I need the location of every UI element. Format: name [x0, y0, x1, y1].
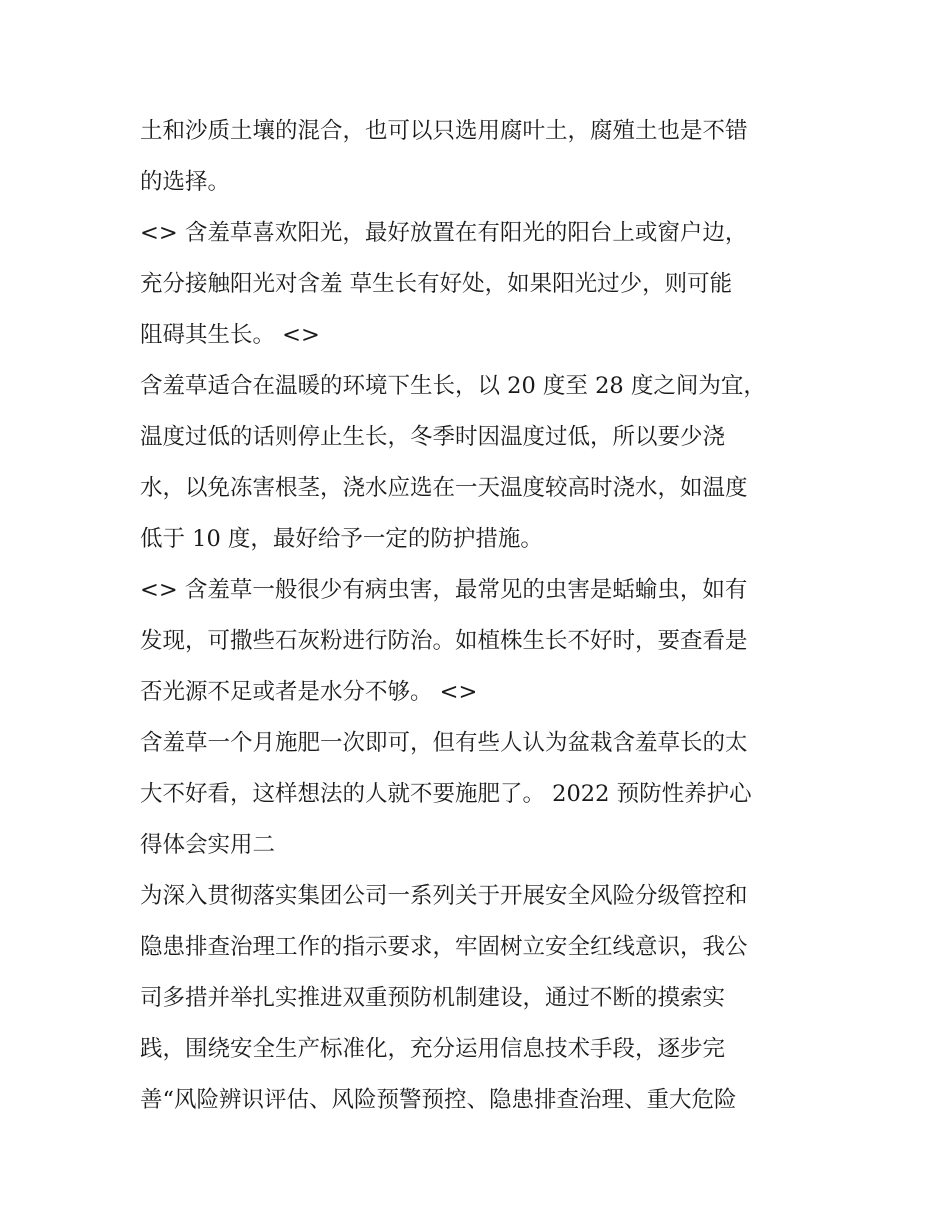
text-line: 的选择。 [140, 169, 231, 195]
text-line: 含羞草一个月施肥一次即可，但有些人认为盆栽含羞草长的太 [140, 730, 748, 756]
body-text [140, 106, 820, 1126]
text-line: 为深入贯彻落实集团公司一系列关于开展安全风险分级管控和 [140, 883, 748, 909]
text-line: <> 含羞草一般很少有病虫害，最常见的虫害是蛞蝓虫，如有 [140, 577, 748, 603]
text-line: 司多措并举扎实推进双重预防机制建设，通过不断的摸索实 [140, 985, 726, 1011]
text-line: <> 含羞草喜欢阳光，最好放置在有阳光的阳台上或窗户边， [140, 220, 748, 246]
text-line: 水，以免冻害根茎，浇水应选在一天温度较高时浇水，如温度 [140, 475, 748, 501]
text-line: 土和沙质土壤的混合，也可以只选用腐叶土，腐殖土也是不错 [140, 118, 748, 144]
text-line: 发现，可撒些石灰粉进行防治。如植株生长不好时，要查看是 [140, 628, 748, 654]
text-line: 低于 10 度，最好给予一定的防护措施。 [140, 526, 543, 552]
text-line: 温度过低的话则停止生长，冬季时因温度过低，所以要少浇 [140, 424, 726, 450]
text-line: 践，围绕安全生产标准化，充分运用信息技术手段，逐步完 [140, 1036, 726, 1062]
text-line: 善“风险辨识评估、风险预警预控、隐患排查治理、重大危险 [140, 1087, 737, 1113]
text-line: 充分接触阳光对含羞 草生长有好处，如果阳光过少，则可能 [140, 271, 733, 297]
text-line: 得体会实用二 [140, 832, 276, 858]
text-line: 隐患排查治理工作的指示要求，牢固树立安全红线意识，我公 [140, 934, 748, 960]
text-line: 含羞草适合在温暖的环境下生长，以 20 度至 28 度之间为宜， [140, 373, 766, 399]
text-line: 大不好看，这样想法的人就不要施肥了。 2022 预防性养护心 [140, 781, 752, 807]
text-line: 否光源不足或者是水分不够。 <> [140, 679, 478, 705]
text-line: 阻碍其生长。 <> [140, 322, 320, 348]
